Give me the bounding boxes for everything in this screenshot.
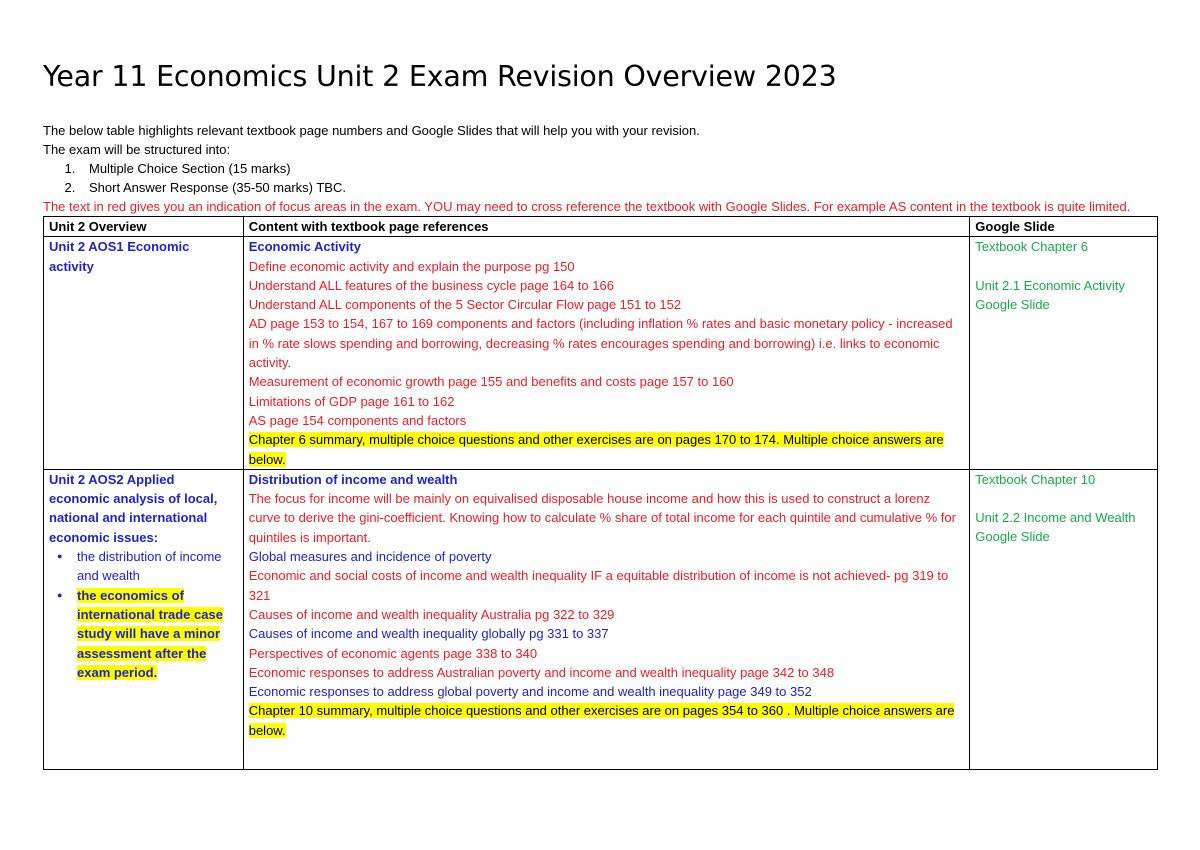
list-item: 1. Multiple Choice Section (15 marks) bbox=[79, 159, 1158, 178]
row2-bullet-list bbox=[49, 547, 238, 682]
intro-line-1: The below table highlights relevant textbook page numbers and Google Slides that will help you with your revision. bbox=[43, 123, 700, 138]
row1-line: Measurement of economic growth page 155 and benefits and costs page 157 to 160 bbox=[248, 374, 734, 390]
row1-overview-cell bbox=[44, 237, 244, 470]
row2-responses-global: Economic responses to address global poverty and income and wealth inequality page 349 to 352 bbox=[248, 684, 812, 700]
row1-slide-cell bbox=[970, 237, 1158, 470]
document-page bbox=[43, 52, 1158, 770]
row2-bullet-1: ● the distribution of income and wealth bbox=[67, 547, 238, 586]
row1-summary-wrap bbox=[249, 430, 965, 469]
intro-line-2: The exam will be structured into: bbox=[43, 142, 231, 157]
row2-responses-au: Economic responses to address Australian poverty and income and wealth inequality page 342 to 348 bbox=[248, 664, 835, 680]
header-overview: Unit 2 Overview bbox=[44, 217, 244, 237]
row1-overview: Unit 2 AOS1 Economic activity bbox=[49, 239, 190, 274]
row2-causes-au: Causes of income and wealth inequality Australia pg 322 to 329 bbox=[248, 606, 615, 622]
spacer bbox=[975, 489, 1152, 508]
row2-global-measures: Global measures and incidence of poverty bbox=[248, 549, 492, 565]
table-row bbox=[44, 237, 1158, 470]
row1-slide-textbook: Textbook Chapter 6 bbox=[975, 239, 1088, 255]
row2-summary-wrap bbox=[249, 701, 965, 740]
row2-content-cell bbox=[243, 469, 970, 769]
row1-line: Understand ALL components of the 5 Sector Circular Flow page 151 to 152 bbox=[248, 297, 682, 313]
row2-perspectives: Perspectives of economic agents page 338 to 340 bbox=[248, 645, 538, 661]
row2-overview-cell bbox=[44, 469, 244, 769]
table-header-row bbox=[44, 217, 1158, 237]
row2-bullet-2-item bbox=[67, 586, 238, 682]
row1-slide-google: Unit 2.1 Economic Activity Google Slide bbox=[975, 277, 1125, 312]
list-item: 2. Short Answer Response (35-50 marks) TBC. bbox=[79, 178, 1158, 197]
row2-slide-textbook: Textbook Chapter 10 bbox=[975, 471, 1096, 487]
row2-summary: Chapter 10 summary, multiple choice questions and other exercises are on pages 354 to 360 . Multiple choice answers are below. bbox=[248, 703, 955, 738]
spacer bbox=[975, 257, 1152, 276]
exam-structure-list bbox=[43, 159, 1158, 197]
row2-causes-global: Causes of income and wealth inequality globally pg 331 to 337 bbox=[248, 626, 609, 642]
row2-slide-cell bbox=[970, 469, 1158, 769]
red-note: The text in red gives you an indication of focus areas in the exam. YOU may need to cross reference the textbook with Google Slides. For example AS content in the textbook is quite limited. bbox=[43, 199, 1131, 214]
row2-overview: Unit 2 AOS2 Applied economic analysis of local, national and international economic issues: bbox=[49, 471, 218, 545]
intro-section bbox=[43, 121, 1158, 216]
row1-line: Define economic activity and explain the purpose pg 150 bbox=[248, 258, 575, 274]
row1-line: AS page 154 components and factors bbox=[248, 412, 467, 428]
header-content: Content with textbook page references bbox=[243, 217, 970, 237]
row1-line: Understand ALL features of the business cycle page 164 to 166 bbox=[248, 277, 614, 293]
row2-costs: Economic and social costs of income and wealth inequality IF a equitable distribution of income is not achieved- pg 319 to 321 bbox=[248, 568, 949, 603]
row1-summary: Chapter 6 summary, multiple choice questions and other exercises are on pages 170 to 174. Multiple choice answers are below. bbox=[248, 432, 944, 467]
row1-content-cell bbox=[243, 237, 970, 470]
row2-heading: Distribution of income and wealth bbox=[248, 471, 458, 487]
row2-slide-google: Unit 2.2 Income and Wealth Google Slide bbox=[975, 510, 1136, 545]
row2-bullet-2: the economics of international trade case study will have a minor assessment after the exam period. bbox=[77, 587, 223, 680]
table-row bbox=[44, 469, 1158, 769]
row1-line: AD page 153 to 154, 167 to 169 components and factors (including inflation % rates and basic monetary policy - increased in % rate slows spending and borrowing, decreasing % rates encourages spending and borrowing) i.e. links to economic activity. bbox=[248, 316, 953, 371]
header-google-slide: Google Slide bbox=[970, 217, 1158, 237]
row1-heading: Economic Activity bbox=[248, 239, 361, 255]
page-title: Year 11 Economics Unit 2 Exam Revision Overview 2023 bbox=[43, 60, 837, 93]
revision-table bbox=[43, 216, 1158, 770]
row2-focus: The focus for income will be mainly on equivalised disposable house income and how this is used to construct a lorenz curve to derive the gini-coefficient. Knowing how to calculate % share of total income for each quintile and cumulative % for quintiles is important. bbox=[248, 491, 956, 545]
row1-line: Limitations of GDP page 161 to 162 bbox=[248, 393, 455, 409]
